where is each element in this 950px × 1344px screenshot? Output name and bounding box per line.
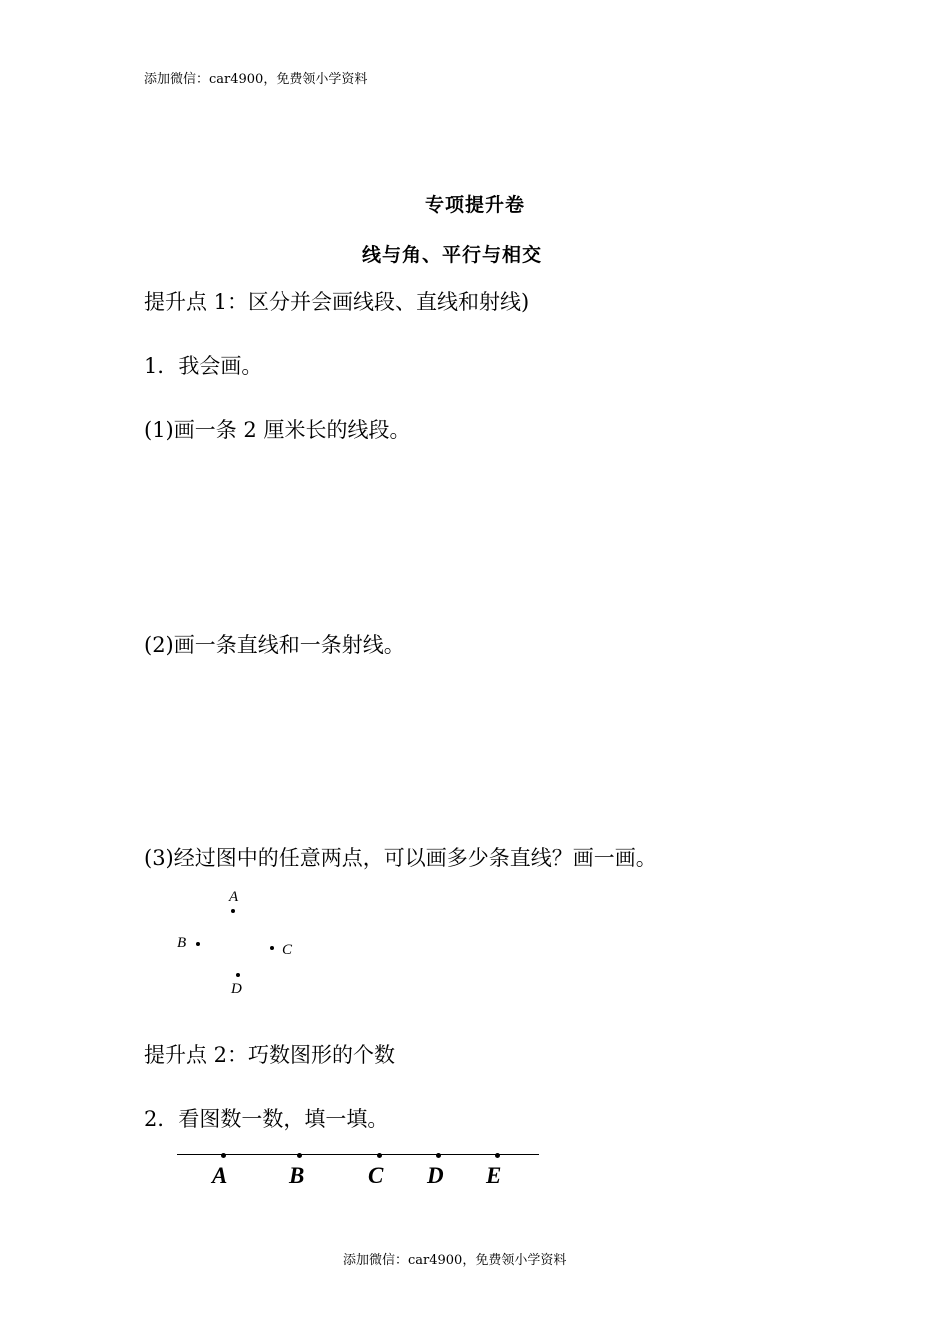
question-1-2: (2)画一条直线和一条射线。: [144, 633, 405, 657]
point-label-a: A: [229, 889, 239, 905]
segment-label-c: C: [368, 1163, 384, 1188]
segment-label-e: E: [486, 1163, 502, 1188]
segment-point-d: [436, 1153, 441, 1158]
question-1-3: (3)经过图中的任意两点，可以画多少条直线？画一画。: [144, 846, 657, 870]
page-subtitle: 线与角、平行与相交: [362, 244, 543, 266]
point-c: [270, 946, 274, 950]
point-label-b: B: [177, 935, 187, 951]
question-1: 1．我会画。: [144, 354, 263, 378]
point-a: [231, 909, 235, 913]
footer-watermark: 添加微信：car4900，免费领小学资料: [343, 1253, 567, 1268]
section2-heading: 提升点 2：巧数图形的个数: [144, 1043, 396, 1067]
segment-point-a: [221, 1153, 226, 1158]
page-title: 专项提升卷: [425, 194, 526, 216]
segment-label-a: A: [212, 1163, 228, 1188]
question-2: 2．看图数一数，填一填。: [144, 1107, 389, 1131]
point-label-d: D: [231, 981, 242, 997]
segment-label-d: D: [427, 1163, 444, 1188]
header-watermark: 添加微信：car4900，免费领小学资料: [144, 72, 368, 87]
point-d: [236, 973, 240, 977]
base-line: [177, 1154, 539, 1155]
question-1-1: (1)画一条 2 厘米长的线段。: [144, 418, 411, 442]
segment-point-b: [297, 1153, 302, 1158]
segment-label-b: B: [289, 1163, 305, 1188]
section1-heading: 提升点 1：区分并会画线段、直线和射线): [144, 290, 530, 314]
point-label-c: C: [282, 942, 293, 958]
segment-point-c: [377, 1153, 382, 1158]
segment-point-e: [495, 1153, 500, 1158]
point-b: [196, 942, 200, 946]
